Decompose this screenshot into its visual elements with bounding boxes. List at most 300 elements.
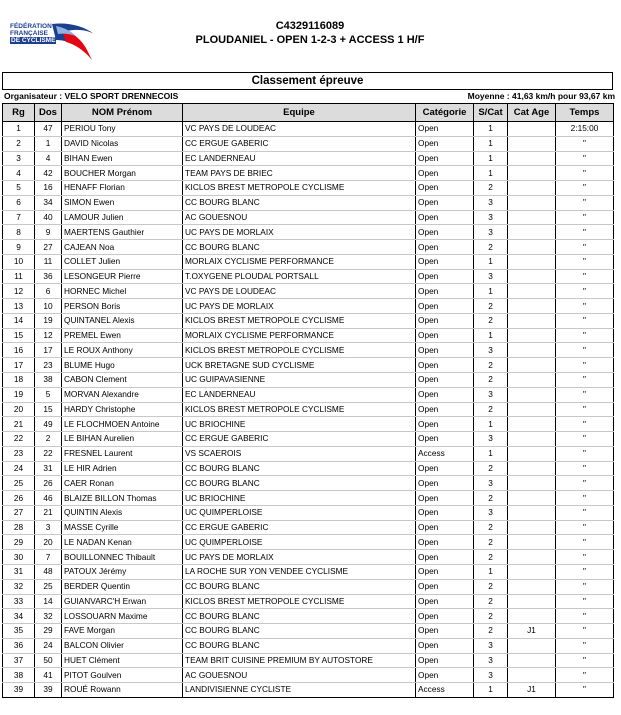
cell-rank: 39 bbox=[3, 683, 35, 698]
cell-age-cat: J1 bbox=[508, 624, 556, 639]
table-row bbox=[3, 254, 614, 269]
column-header-name: NOM Prénom bbox=[62, 104, 183, 122]
cell-name: PATOUX Jérémy bbox=[62, 564, 183, 579]
cell-category: Open bbox=[416, 313, 474, 328]
cell-subcat: 2 bbox=[474, 181, 508, 196]
cell-rank: 29 bbox=[3, 535, 35, 550]
cell-rank: 26 bbox=[3, 491, 35, 506]
results-table bbox=[2, 103, 614, 698]
cell-age-cat bbox=[508, 313, 556, 328]
cell-bib: 32 bbox=[35, 609, 62, 624]
table-row bbox=[3, 328, 614, 343]
table-row bbox=[3, 491, 614, 506]
cell-category: Open bbox=[416, 195, 474, 210]
cell-name: FRESNEL Laurent bbox=[62, 446, 183, 461]
cell-bib: 26 bbox=[35, 476, 62, 491]
table-row bbox=[3, 358, 614, 373]
cell-bib: 29 bbox=[35, 624, 62, 639]
event-code: C4329116089 bbox=[275, 20, 345, 32]
cell-rank: 27 bbox=[3, 505, 35, 520]
table-row bbox=[3, 151, 614, 166]
cell-time: " bbox=[556, 240, 614, 255]
cell-rank: 30 bbox=[3, 550, 35, 565]
cell-subcat: 2 bbox=[474, 313, 508, 328]
cell-team: CC ERGUE GABERIC bbox=[183, 136, 416, 151]
cell-name: BLAIZE BILLON Thomas bbox=[62, 491, 183, 506]
cell-bib: 6 bbox=[35, 284, 62, 299]
cell-category: Open bbox=[416, 402, 474, 417]
cell-age-cat bbox=[508, 653, 556, 668]
cell-time: " bbox=[556, 210, 614, 225]
cell-time: " bbox=[556, 535, 614, 550]
cell-rank: 24 bbox=[3, 461, 35, 476]
cell-time: " bbox=[556, 594, 614, 609]
cell-subcat: 1 bbox=[474, 328, 508, 343]
cell-bib: 4 bbox=[35, 151, 62, 166]
cell-age-cat bbox=[508, 387, 556, 402]
cell-bib: 7 bbox=[35, 550, 62, 565]
logo-swoosh-icon bbox=[10, 20, 98, 62]
cell-rank: 16 bbox=[3, 343, 35, 358]
cell-bib: 10 bbox=[35, 299, 62, 314]
logo-line-2: FRANÇAISE bbox=[10, 30, 48, 37]
cell-rank: 31 bbox=[3, 564, 35, 579]
cell-category: Open bbox=[416, 343, 474, 358]
cell-category: Open bbox=[416, 373, 474, 388]
cell-subcat: 1 bbox=[474, 564, 508, 579]
cell-team: KICLOS BREST METROPOLE CYCLISME bbox=[183, 181, 416, 196]
cell-name: BLUME Hugo bbox=[62, 358, 183, 373]
cell-bib: 36 bbox=[35, 269, 62, 284]
cell-name: MASSE Cyrille bbox=[62, 520, 183, 535]
cell-subcat: 2 bbox=[474, 594, 508, 609]
table-row bbox=[3, 181, 614, 196]
cell-category: Open bbox=[416, 653, 474, 668]
cell-category: Open bbox=[416, 225, 474, 240]
cell-category: Open bbox=[416, 550, 474, 565]
cell-age-cat bbox=[508, 210, 556, 225]
cell-subcat: 3 bbox=[474, 505, 508, 520]
cell-team: AC GOUESNOU bbox=[183, 668, 416, 683]
cell-name: SIMON Ewen bbox=[62, 195, 183, 210]
cell-rank: 1 bbox=[3, 122, 35, 137]
table-row bbox=[3, 122, 614, 137]
cell-time: " bbox=[556, 373, 614, 388]
cell-subcat: 3 bbox=[474, 476, 508, 491]
cell-subcat: 1 bbox=[474, 683, 508, 698]
cell-category: Open bbox=[416, 564, 474, 579]
cell-subcat: 3 bbox=[474, 195, 508, 210]
table-row bbox=[3, 535, 614, 550]
cell-age-cat bbox=[508, 240, 556, 255]
cell-name: COLLET Julien bbox=[62, 254, 183, 269]
cell-rank: 4 bbox=[3, 166, 35, 181]
column-header-team: Equipe bbox=[183, 104, 416, 122]
cell-age-cat bbox=[508, 638, 556, 653]
cell-subcat: 2 bbox=[474, 461, 508, 476]
cell-bib: 42 bbox=[35, 166, 62, 181]
cell-name: HENAFF Florian bbox=[62, 181, 183, 196]
cell-bib: 12 bbox=[35, 328, 62, 343]
cell-team: TEAM BRIT CUISINE PREMIUM BY AUTOSTORE bbox=[183, 653, 416, 668]
cell-team: UC PAYS DE MORLAIX bbox=[183, 299, 416, 314]
cell-bib: 20 bbox=[35, 535, 62, 550]
cell-name: MORVAN Alexandre bbox=[62, 387, 183, 402]
cell-bib: 48 bbox=[35, 564, 62, 579]
cell-rank: 10 bbox=[3, 254, 35, 269]
cell-team: CC BOURG BLANC bbox=[183, 195, 416, 210]
cell-team: CC BOURG BLANC bbox=[183, 579, 416, 594]
cell-category: Open bbox=[416, 151, 474, 166]
cell-age-cat bbox=[508, 579, 556, 594]
table-row bbox=[3, 624, 614, 639]
cell-time: " bbox=[556, 402, 614, 417]
cell-age-cat: J1 bbox=[508, 683, 556, 698]
cell-name: MAERTENS Gauthier bbox=[62, 225, 183, 240]
cell-subcat: 2 bbox=[474, 358, 508, 373]
cell-time: " bbox=[556, 520, 614, 535]
cell-category: Open bbox=[416, 609, 474, 624]
cell-bib: 39 bbox=[35, 683, 62, 698]
cell-category: Open bbox=[416, 520, 474, 535]
cell-rank: 33 bbox=[3, 594, 35, 609]
cell-time: " bbox=[556, 225, 614, 240]
cell-name: LE HIR Adrien bbox=[62, 461, 183, 476]
table-row bbox=[3, 683, 614, 698]
cell-subcat: 2 bbox=[474, 579, 508, 594]
cell-name: ROUÉ Rowann bbox=[62, 683, 183, 698]
cell-subcat: 2 bbox=[474, 373, 508, 388]
cell-age-cat bbox=[508, 136, 556, 151]
cell-age-cat bbox=[508, 609, 556, 624]
cell-rank: 22 bbox=[3, 432, 35, 447]
organizer: Organisateur : VELO SPORT DRENNECOIS bbox=[4, 91, 179, 101]
cell-name: CAER Ronan bbox=[62, 476, 183, 491]
table-row bbox=[3, 313, 614, 328]
cell-subcat: 1 bbox=[474, 417, 508, 432]
cell-rank: 7 bbox=[3, 210, 35, 225]
logo-line-1: FÉDÉRATION bbox=[10, 23, 52, 30]
cell-category: Open bbox=[416, 505, 474, 520]
cell-rank: 11 bbox=[3, 269, 35, 284]
cell-time: " bbox=[556, 564, 614, 579]
column-header-time: Temps bbox=[556, 104, 614, 122]
cell-subcat: 2 bbox=[474, 299, 508, 314]
cell-rank: 12 bbox=[3, 284, 35, 299]
cell-category: Access bbox=[416, 683, 474, 698]
cell-subcat: 1 bbox=[474, 151, 508, 166]
cell-time: " bbox=[556, 550, 614, 565]
cell-age-cat bbox=[508, 122, 556, 137]
cell-rank: 23 bbox=[3, 446, 35, 461]
cell-team: CC BOURG BLANC bbox=[183, 624, 416, 639]
cell-category: Open bbox=[416, 136, 474, 151]
cell-subcat: 3 bbox=[474, 653, 508, 668]
cell-category: Open bbox=[416, 122, 474, 137]
table-row bbox=[3, 387, 614, 402]
cell-category: Open bbox=[416, 328, 474, 343]
cell-bib: 24 bbox=[35, 638, 62, 653]
race-title: PLOUDANIEL - OPEN 1-2-3 + ACCESS 1 H/F bbox=[195, 34, 425, 46]
cell-rank: 37 bbox=[3, 653, 35, 668]
cell-time: " bbox=[556, 181, 614, 196]
cell-time: 2:15:00 bbox=[556, 122, 614, 137]
cell-subcat: 2 bbox=[474, 535, 508, 550]
cell-name: HARDY Christophe bbox=[62, 402, 183, 417]
cell-bib: 14 bbox=[35, 594, 62, 609]
cell-age-cat bbox=[508, 343, 556, 358]
cell-category: Open bbox=[416, 210, 474, 225]
table-row bbox=[3, 402, 614, 417]
table-row bbox=[3, 269, 614, 284]
cell-bib: 27 bbox=[35, 240, 62, 255]
cell-name: LOSSOUARN Maxime bbox=[62, 609, 183, 624]
cell-bib: 46 bbox=[35, 491, 62, 506]
cell-age-cat bbox=[508, 564, 556, 579]
cell-age-cat bbox=[508, 284, 556, 299]
cell-age-cat bbox=[508, 476, 556, 491]
cell-bib: 22 bbox=[35, 446, 62, 461]
cell-rank: 13 bbox=[3, 299, 35, 314]
cell-team: UC PAYS DE MORLAIX bbox=[183, 225, 416, 240]
cell-time: " bbox=[556, 609, 614, 624]
cell-subcat: 2 bbox=[474, 491, 508, 506]
cell-rank: 18 bbox=[3, 373, 35, 388]
cell-name: FAVE Morgan bbox=[62, 624, 183, 639]
cell-name: PREMEL Ewen bbox=[62, 328, 183, 343]
logo-line-3: DE CYCLISME bbox=[11, 37, 56, 44]
cell-category: Open bbox=[416, 579, 474, 594]
cell-rank: 5 bbox=[3, 181, 35, 196]
cell-time: " bbox=[556, 579, 614, 594]
table-row bbox=[3, 638, 614, 653]
cell-bib: 5 bbox=[35, 387, 62, 402]
cell-age-cat bbox=[508, 373, 556, 388]
cell-time: " bbox=[556, 299, 614, 314]
cell-category: Open bbox=[416, 284, 474, 299]
cell-team: KICLOS BREST METROPOLE CYCLISME bbox=[183, 402, 416, 417]
cell-team: LA ROCHE SUR YON VENDEE CYCLISME bbox=[183, 564, 416, 579]
cell-team: KICLOS BREST METROPOLE CYCLISME bbox=[183, 343, 416, 358]
table-row bbox=[3, 594, 614, 609]
cell-name: QUINTIN Alexis bbox=[62, 505, 183, 520]
table-row bbox=[3, 432, 614, 447]
cell-team: MORLAIX CYCLISME PERFORMANCE bbox=[183, 328, 416, 343]
cell-rank: 15 bbox=[3, 328, 35, 343]
cell-subcat: 2 bbox=[474, 520, 508, 535]
cell-age-cat bbox=[508, 166, 556, 181]
cell-category: Open bbox=[416, 299, 474, 314]
cell-bib: 40 bbox=[35, 210, 62, 225]
cell-name: BALCON Olivier bbox=[62, 638, 183, 653]
cell-category: Open bbox=[416, 668, 474, 683]
table-row bbox=[3, 446, 614, 461]
results-body bbox=[3, 122, 614, 698]
cell-rank: 28 bbox=[3, 520, 35, 535]
cell-name: LE BIHAN Aurelien bbox=[62, 432, 183, 447]
table-row bbox=[3, 136, 614, 151]
cell-subcat: 3 bbox=[474, 668, 508, 683]
column-header-rank: Rg bbox=[3, 104, 35, 122]
table-row bbox=[3, 284, 614, 299]
table-row bbox=[3, 461, 614, 476]
cell-time: " bbox=[556, 358, 614, 373]
cell-team: CC ERGUE GABERIC bbox=[183, 520, 416, 535]
cell-age-cat bbox=[508, 446, 556, 461]
cell-subcat: 2 bbox=[474, 240, 508, 255]
cell-category: Open bbox=[416, 417, 474, 432]
column-header-bib: Dos bbox=[35, 104, 62, 122]
cell-age-cat bbox=[508, 594, 556, 609]
cell-category: Open bbox=[416, 269, 474, 284]
cell-rank: 25 bbox=[3, 476, 35, 491]
cell-time: " bbox=[556, 343, 614, 358]
cell-age-cat bbox=[508, 254, 556, 269]
cell-category: Open bbox=[416, 254, 474, 269]
table-row bbox=[3, 564, 614, 579]
cell-category: Open bbox=[416, 476, 474, 491]
average-speed: Moyenne : 41,63 km/h pour 93,67 km bbox=[467, 91, 615, 101]
cell-category: Open bbox=[416, 387, 474, 402]
cell-time: " bbox=[556, 432, 614, 447]
cell-time: " bbox=[556, 476, 614, 491]
cell-name: HUET Clément bbox=[62, 653, 183, 668]
cell-time: " bbox=[556, 328, 614, 343]
cell-rank: 35 bbox=[3, 624, 35, 639]
cell-name: PERIOU Tony bbox=[62, 122, 183, 137]
table-row bbox=[3, 609, 614, 624]
cell-team: CC BOURG BLANC bbox=[183, 476, 416, 491]
table-row bbox=[3, 668, 614, 683]
column-header-age-cat: Cat Age bbox=[508, 104, 556, 122]
cell-rank: 9 bbox=[3, 240, 35, 255]
cell-team: KICLOS BREST METROPOLE CYCLISME bbox=[183, 313, 416, 328]
cell-name: PITOT Goulven bbox=[62, 668, 183, 683]
cell-rank: 8 bbox=[3, 225, 35, 240]
cell-bib: 16 bbox=[35, 181, 62, 196]
cell-age-cat bbox=[508, 151, 556, 166]
cell-category: Open bbox=[416, 358, 474, 373]
cell-time: " bbox=[556, 491, 614, 506]
cell-name: CAJEAN Noa bbox=[62, 240, 183, 255]
cell-team: UC QUIMPERLOISE bbox=[183, 535, 416, 550]
cell-time: " bbox=[556, 683, 614, 698]
table-row bbox=[3, 299, 614, 314]
cell-subcat: 3 bbox=[474, 387, 508, 402]
table-row bbox=[3, 210, 614, 225]
cell-team: UC BRIOCHINE bbox=[183, 491, 416, 506]
cell-subcat: 2 bbox=[474, 609, 508, 624]
cell-name: BOUCHER Morgan bbox=[62, 166, 183, 181]
cell-subcat: 3 bbox=[474, 210, 508, 225]
cell-bib: 15 bbox=[35, 402, 62, 417]
table-row bbox=[3, 343, 614, 358]
cell-category: Open bbox=[416, 461, 474, 476]
ffc-logo bbox=[10, 20, 98, 62]
cell-team: VS SCAEROIS bbox=[183, 446, 416, 461]
cell-team: CC BOURG BLANC bbox=[183, 638, 416, 653]
cell-time: " bbox=[556, 446, 614, 461]
table-row bbox=[3, 520, 614, 535]
cell-time: " bbox=[556, 638, 614, 653]
cell-time: " bbox=[556, 417, 614, 432]
cell-team: UC PAYS DE MORLAIX bbox=[183, 550, 416, 565]
cell-name: LE ROUX Anthony bbox=[62, 343, 183, 358]
cell-rank: 2 bbox=[3, 136, 35, 151]
cell-team: LANDIVISIENNE CYCLISTE bbox=[183, 683, 416, 698]
cell-subcat: 3 bbox=[474, 269, 508, 284]
cell-team: UC QUIMPERLOISE bbox=[183, 505, 416, 520]
cell-bib: 1 bbox=[35, 136, 62, 151]
cell-bib: 21 bbox=[35, 505, 62, 520]
cell-time: " bbox=[556, 313, 614, 328]
cell-rank: 17 bbox=[3, 358, 35, 373]
cell-team: CC BOURG BLANC bbox=[183, 240, 416, 255]
cell-category: Open bbox=[416, 166, 474, 181]
cell-team: UC GUIPAVASIENNE bbox=[183, 373, 416, 388]
cell-bib: 9 bbox=[35, 225, 62, 240]
cell-bib: 11 bbox=[35, 254, 62, 269]
cell-team: CC BOURG BLANC bbox=[183, 461, 416, 476]
cell-bib: 50 bbox=[35, 653, 62, 668]
table-row bbox=[3, 225, 614, 240]
cell-team: UCK BRETAGNE SUD CYCLISME bbox=[183, 358, 416, 373]
cell-team: EC LANDERNEAU bbox=[183, 151, 416, 166]
cell-name: DAVID Nicolas bbox=[62, 136, 183, 151]
cell-rank: 32 bbox=[3, 579, 35, 594]
cell-age-cat bbox=[508, 505, 556, 520]
cell-subcat: 2 bbox=[474, 550, 508, 565]
cell-subcat: 1 bbox=[474, 136, 508, 151]
cell-team: TEAM PAYS DE BRIEC bbox=[183, 166, 416, 181]
cell-rank: 3 bbox=[3, 151, 35, 166]
cell-team: AC GOUESNOU bbox=[183, 210, 416, 225]
cell-age-cat bbox=[508, 181, 556, 196]
cell-name: HORNEC Michel bbox=[62, 284, 183, 299]
cell-time: " bbox=[556, 195, 614, 210]
cell-team: EC LANDERNEAU bbox=[183, 387, 416, 402]
cell-rank: 21 bbox=[3, 417, 35, 432]
cell-age-cat bbox=[508, 432, 556, 447]
cell-time: " bbox=[556, 461, 614, 476]
cell-subcat: 2 bbox=[474, 624, 508, 639]
cell-category: Open bbox=[416, 535, 474, 550]
cell-time: " bbox=[556, 653, 614, 668]
cell-age-cat bbox=[508, 299, 556, 314]
table-row bbox=[3, 240, 614, 255]
cell-subcat: 3 bbox=[474, 432, 508, 447]
cell-time: " bbox=[556, 166, 614, 181]
cell-bib: 23 bbox=[35, 358, 62, 373]
cell-subcat: 1 bbox=[474, 284, 508, 299]
cell-age-cat bbox=[508, 269, 556, 284]
cell-team: VC PAYS DE LOUDEAC bbox=[183, 122, 416, 137]
cell-bib: 2 bbox=[35, 432, 62, 447]
table-row bbox=[3, 550, 614, 565]
cell-subcat: 3 bbox=[474, 343, 508, 358]
cell-name: QUINTANEL Alexis bbox=[62, 313, 183, 328]
cell-subcat: 3 bbox=[474, 225, 508, 240]
cell-name: LE NADAN Kenan bbox=[62, 535, 183, 550]
cell-category: Open bbox=[416, 624, 474, 639]
cell-team: MORLAIX CYCLISME PERFORMANCE bbox=[183, 254, 416, 269]
cell-subcat: 1 bbox=[474, 166, 508, 181]
cell-time: " bbox=[556, 269, 614, 284]
cell-rank: 14 bbox=[3, 313, 35, 328]
cell-category: Access bbox=[416, 446, 474, 461]
cell-bib: 38 bbox=[35, 373, 62, 388]
cell-name: CABON Clement bbox=[62, 373, 183, 388]
